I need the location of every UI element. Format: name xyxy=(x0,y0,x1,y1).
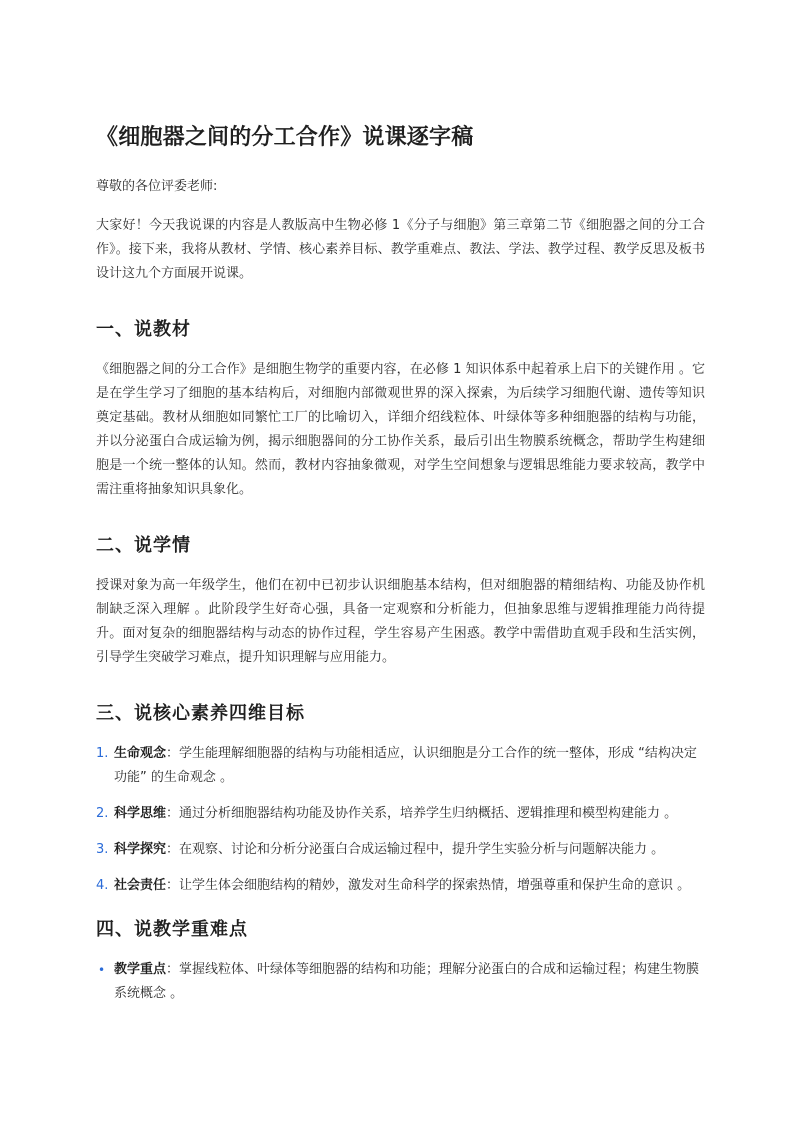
students-paragraph: 授课对象为高一年级学生，他们在初中已初步认识细胞基本结构，但对细胞器的精细结构、功能及协作机制缺乏深入理解 。此阶段学生好奇心强，具备一定观察和分析能力，但抽象思维与逻辑推理能力尚待提升。面对复杂的细胞器结构与动态的协作过程，学生容易产生困惑。教学中需借助直观手段和生活实例，引导学生突破学习难点，提升知识理解与应用能力。 xyxy=(96,578,705,665)
goal-term: 科学思维 xyxy=(114,806,167,821)
textbook-paragraph: 《细胞器之间的分工合作》是细胞生物学的重要内容，在必修 1 知识体系中起着承上启下的关键作用 。它是在学生学习了细胞的基本结构后，对细胞内部微观世界的深入探索，为后续学习细胞代谢、遗传等知识奠定基础。教材从细胞如同繁忙工厂的比喻切入，详细介绍线粒体、叶绿体等多种细胞器的结构与功能，并以分泌蛋白合成运输为例，揭示细胞器间的分工协作关系，最后引出生物膜系统概念，帮助学生构建细胞是一个统一整体的认知。然而，教材内容抽象微观，对学生空间想象与逻辑思维能力要求较高，教学中需注重将抽象知识具象化。 xyxy=(96,362,705,497)
section-heading-textbook: 一、说教材 xyxy=(96,319,191,340)
bullet-icon: • xyxy=(98,963,106,977)
goal-text: ：让学生体会细胞结构的精妙，激发对生命科学的探索热情，增强尊重和保护生命的意识 。 xyxy=(166,878,691,893)
list-item xyxy=(96,802,705,826)
list-number: 2. xyxy=(96,806,109,821)
goal-term: 科学探究 xyxy=(114,842,167,857)
list-item xyxy=(96,838,705,862)
goals-list xyxy=(96,742,705,898)
list-item xyxy=(96,958,705,1006)
list-number: 4. xyxy=(96,878,109,893)
key-points-list xyxy=(96,958,705,1006)
goal-text: ：通过分析细胞器结构功能及协作关系，培养学生归纳概括、逻辑推理和模型构建能力 。 xyxy=(166,806,678,821)
list-item xyxy=(96,742,705,790)
goal-text: ：学生能理解细胞器的结构与功能相适应，认识细胞是分工合作的统一整体，形成 “结构决定功能” 的生命观念 。 xyxy=(114,746,697,785)
greeting: 尊敬的各位评委老师: xyxy=(96,179,218,194)
intro-paragraph: 大家好！今天我说课的内容是人教版高中生物必修 1《分子与细胞》第三章第二节《细胞器之间的分工合作》。接下来，我将从教材、学情、核心素养目标、教学重难点、教法、学法、教学过程、教学反思及板书设计这九个方面展开说课。 xyxy=(96,218,705,281)
section-heading-students: 二、说学情 xyxy=(96,535,191,556)
key-point-text: ：掌握线粒体、叶绿体等细胞器的结构和功能；理解分泌蛋白的合成和运输过程；构建生物膜系统概念 。 xyxy=(114,962,700,1001)
goal-term: 生命观念 xyxy=(114,746,167,761)
list-number: 1. xyxy=(96,746,109,761)
document-title: 《细胞器之间的分工合作》说课逐字稿 xyxy=(96,125,474,150)
goal-text: ：在观察、讨论和分析分泌蛋白合成运输过程中，提升学生实验分析与问题解决能力 。 xyxy=(166,842,665,857)
goal-term: 社会责任 xyxy=(114,878,167,893)
section-heading-goals: 三、说核心素养四维目标 xyxy=(96,703,305,724)
key-point-term: 教学重点 xyxy=(114,962,167,977)
list-number: 3. xyxy=(96,842,109,857)
section-heading-key-points: 四、说教学重难点 xyxy=(96,919,248,940)
list-item xyxy=(96,874,705,898)
